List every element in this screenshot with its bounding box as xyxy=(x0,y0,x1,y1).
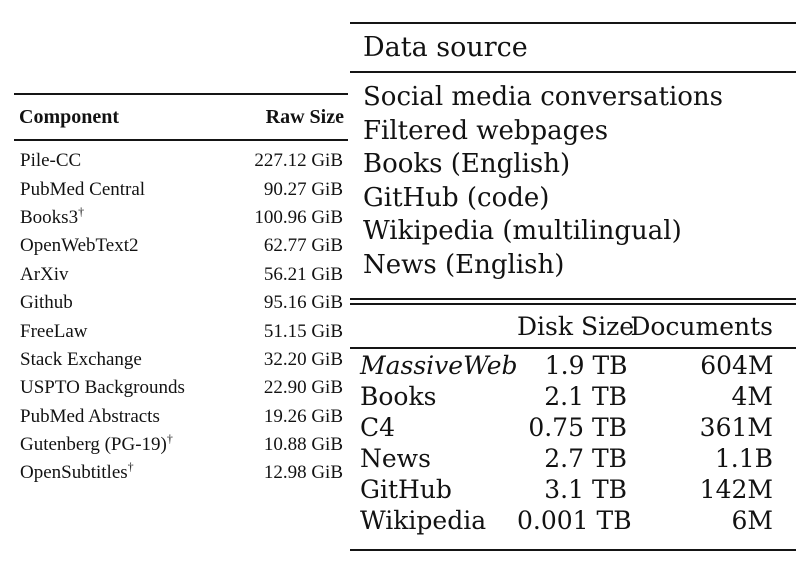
list-item: Social media conversations xyxy=(363,82,724,112)
dataset-name: C4 xyxy=(360,413,396,442)
raw-size-value: 12.98 GiB xyxy=(263,462,343,484)
massiveweb-header-row xyxy=(360,306,773,346)
massiveweb-rows xyxy=(360,350,773,536)
documents-value: 604M xyxy=(700,351,774,380)
list-item: Wikipedia (multilingual) xyxy=(363,216,682,247)
massiveweb-header-rule xyxy=(350,347,796,349)
dagger-mark: † xyxy=(78,204,85,219)
raw-size-value: 22.90 GiB xyxy=(263,377,343,399)
dataset-name: GitHub xyxy=(360,475,452,504)
pile-rows xyxy=(14,141,348,488)
column-header-documents: Documents xyxy=(630,311,773,341)
table-row xyxy=(14,204,348,232)
raw-size-value: 32.20 GiB xyxy=(263,348,343,370)
raw-size-value: 227.12 GiB xyxy=(254,150,343,172)
table-row xyxy=(14,175,348,203)
list-item: Books (English) xyxy=(363,149,571,180)
component-name: USPTO Backgrounds xyxy=(20,377,185,399)
table-row xyxy=(14,147,348,175)
dataset-name: News xyxy=(360,444,431,473)
component-name: Stack Exchange xyxy=(20,348,142,370)
documents-value: 142M xyxy=(699,475,773,504)
table-row xyxy=(360,474,773,505)
component-name: FreeLaw xyxy=(20,320,88,342)
raw-size-value: 100.96 GiB xyxy=(254,206,343,228)
dagger-mark: † xyxy=(166,431,173,446)
table-row xyxy=(14,459,348,487)
table-row xyxy=(14,346,348,374)
dataset-name: MassiveWeb xyxy=(360,351,518,380)
list-item: News (English) xyxy=(363,249,565,280)
component-name: ArXiv xyxy=(20,263,69,285)
table-row xyxy=(14,261,348,289)
component-name: Pile-CC xyxy=(20,150,82,172)
component-name: Github xyxy=(20,292,73,314)
data-source-list xyxy=(363,81,723,283)
table-row xyxy=(360,381,773,412)
table-row xyxy=(360,350,773,381)
raw-size-value: 10.88 GiB xyxy=(263,434,343,456)
dataset-name: Books xyxy=(360,382,437,411)
table-row xyxy=(360,443,773,474)
datasource-header-rule xyxy=(350,71,796,73)
table-row xyxy=(14,403,348,431)
disk-size-value: 0.001 TB xyxy=(517,506,632,535)
raw-size-value: 62.77 GiB xyxy=(263,235,343,257)
dataset-name: Wikipedia xyxy=(360,506,487,535)
documents-value: 4M xyxy=(731,382,773,411)
raw-size-value: 95.16 GiB xyxy=(263,292,343,314)
component-name: Gutenberg (PG-19)† xyxy=(20,431,173,456)
disk-size-value: 1.9 TB xyxy=(544,351,628,380)
raw-size-value: 56.21 GiB xyxy=(263,263,343,285)
component-name: Books3† xyxy=(20,204,85,228)
table-row xyxy=(360,412,773,443)
table-row xyxy=(14,374,348,402)
table-row xyxy=(14,289,348,317)
column-header-component: Component xyxy=(19,105,120,128)
table-row xyxy=(14,232,348,260)
massiveweb-bottom-rule xyxy=(350,549,796,551)
list-item: GitHub (code) xyxy=(363,182,550,213)
documents-value: 1.1B xyxy=(714,444,773,473)
component-name: PubMed Abstracts xyxy=(20,405,160,427)
component-name: OpenSubtitles† xyxy=(20,460,134,484)
documents-value: 361M xyxy=(699,413,773,442)
disk-size-value: 0.75 TB xyxy=(528,413,627,442)
double-rule xyxy=(350,298,796,305)
table-row xyxy=(14,317,348,345)
datasource-top-rule xyxy=(350,22,796,24)
pile-header-row xyxy=(14,95,348,139)
column-header-raw-size: Raw Size xyxy=(265,105,344,128)
raw-size-value: 51.15 GiB xyxy=(263,320,343,342)
table-row xyxy=(360,505,773,536)
disk-size-value: 3.1 TB xyxy=(544,475,627,504)
component-name: OpenWebText2 xyxy=(20,235,139,257)
disk-size-value: 2.1 TB xyxy=(544,382,627,411)
table-row xyxy=(14,431,348,459)
datasource-header: Data source xyxy=(363,32,528,63)
dagger-mark: † xyxy=(127,460,134,475)
right-panel xyxy=(350,0,796,580)
pile-components-table xyxy=(14,93,348,488)
raw-size-value: 19.26 GiB xyxy=(263,405,343,427)
list-item: Filtered webpages xyxy=(363,115,609,146)
disk-size-value: 2.7 TB xyxy=(544,444,627,473)
component-name: PubMed Central xyxy=(20,178,146,200)
documents-value: 6M xyxy=(731,506,773,535)
column-header-disk-size: Disk Size xyxy=(517,311,635,341)
raw-size-value: 90.27 GiB xyxy=(263,178,343,200)
